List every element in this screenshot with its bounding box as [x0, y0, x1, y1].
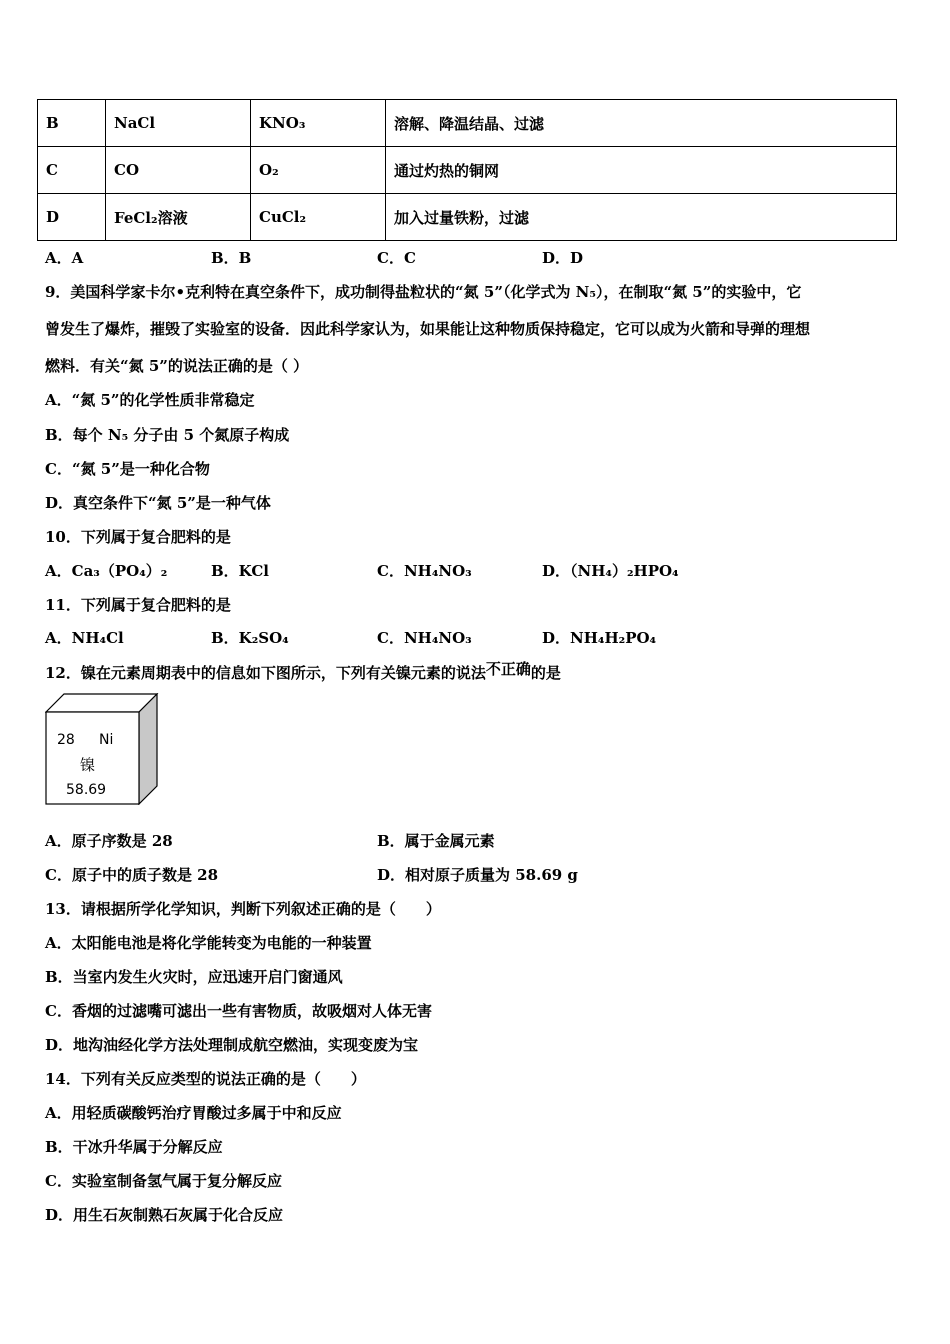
- atomic-number: 28: [57, 732, 75, 748]
- q9-option-a: A．“氮 5”的化学性质非常稳定: [45, 391, 255, 409]
- element-symbol: Ni: [99, 732, 114, 748]
- q14-option-a: A．用轻质碳酸钙治疗胃酸过多属于中和反应: [45, 1104, 342, 1122]
- q12-stem-end: 的是: [530, 664, 561, 682]
- q11-option-a: A．NH₄Cl: [45, 629, 124, 647]
- table-row: [38, 147, 897, 194]
- q14-option-b: B．干冰升华属于分解反应: [45, 1138, 223, 1156]
- q13-option-d: D．地沟油经化学方法处理制成航空燃油，实现变废为宝: [45, 1036, 419, 1054]
- table-cell-method: 加入过量铁粉，过滤: [386, 194, 897, 241]
- q12-stem: [45, 662, 561, 683]
- q12-stem-emphasis: 不正确: [485, 660, 531, 678]
- q12-option-d: D．相对原子质量为 58.69 g: [377, 866, 578, 884]
- q12-option-a: A．原子序数是 28: [45, 832, 173, 850]
- element-name: 镍: [80, 756, 96, 774]
- q11-stem: 11．下列属于复合肥料的是: [45, 596, 231, 614]
- table-cell-method: 溶解、降温结晶、过滤: [386, 100, 897, 147]
- separation-table: [37, 99, 897, 241]
- q13-option-c: C．香烟的过滤嘴可滤出一些有害物质，故吸烟对人体无害: [45, 1002, 432, 1020]
- q12-option-c: C．原子中的质子数是 28: [45, 866, 219, 884]
- q14-option-c: C．实验室制备氢气属于复分解反应: [45, 1172, 282, 1190]
- q9-option-c: C．“氮 5”是一种化合物: [45, 460, 210, 478]
- q8-option-c: C．C: [377, 249, 416, 267]
- q13-stem: 13．请根据所学化学知识，判断下列叙述正确的是（ ）: [45, 900, 441, 918]
- q8-option-a: A．A: [45, 249, 84, 267]
- q12-options-row-2: [45, 864, 945, 884]
- q11-options: [45, 627, 945, 647]
- q8-option-d: D．D: [542, 249, 584, 267]
- q12-option-b: B．属于金属元素: [377, 832, 495, 850]
- table-cell-substance: NaCl: [106, 100, 251, 147]
- q11-option-c: C．NH₄NO₃: [377, 629, 472, 647]
- table-cell-substance: FeCl₂溶液: [106, 194, 251, 241]
- q9-option-b: B．每个 N₅ 分子由 5 个氮原子构成: [45, 426, 290, 444]
- q9-stem-line-1: 9．美国科学家卡尔•克利特在真空条件下，成功制得盐粒状的“氮 5”（化学式为 N₅），在制取“氮 5”的实验中，它: [45, 283, 802, 301]
- atomic-mass: 58.69: [66, 782, 107, 798]
- table-cell-label: C: [38, 147, 106, 194]
- table-cell-method: 通过灼热的铜网: [386, 147, 897, 194]
- q8-options: [45, 247, 945, 267]
- q11-option-d: D．NH₄H₂PO₄: [542, 629, 657, 647]
- table-cell-label: D: [38, 194, 106, 241]
- q11-option-b: B．K₂SO₄: [211, 629, 289, 647]
- q12-options-row-1: [45, 830, 945, 850]
- table-cell-substance: CO: [106, 147, 251, 194]
- q12-stem-main: 12．镍在元素周期表中的信息如下图所示，下列有关镍元素的说法: [45, 664, 486, 682]
- q13-option-a: A．太阳能电池是将化学能转变为电能的一种装置: [45, 934, 372, 952]
- q14-option-d: D．用生石灰制熟石灰属于化合反应: [45, 1206, 284, 1224]
- q9-stem-line-2: 曾发生了爆炸，摧毁了实验室的设备．因此科学家认为，如果能让这种物质保持稳定，它可以成为火箭和导弹的理想: [45, 320, 811, 338]
- q9-option-d: D．真空条件下“氮 5”是一种气体: [45, 494, 271, 512]
- q10-option-d: D．（NH₄）₂HPO₄: [542, 562, 679, 580]
- q9-stem-line-3: 燃料．有关“氮 5”的说法正确的是（ ）: [45, 357, 309, 375]
- q10-stem: 10．下列属于复合肥料的是: [45, 528, 231, 546]
- q10-option-c: C．NH₄NO₃: [377, 562, 472, 580]
- q10-options: [45, 560, 945, 580]
- q10-option-b: B．KCl: [211, 562, 269, 580]
- q10-option-a: A．Ca₃（PO₄）₂: [45, 562, 168, 580]
- table-cell-impurity: O₂: [251, 147, 386, 194]
- table-row: [38, 100, 897, 147]
- table-cell-label: B: [38, 100, 106, 147]
- table-cell-impurity: CuCl₂: [251, 194, 386, 241]
- q14-stem: 14．下列有关反应类型的说法正确的是（ ）: [45, 1070, 366, 1088]
- q8-option-b: B．B: [211, 249, 252, 267]
- table-row: [38, 194, 897, 241]
- q13-option-b: B．当室内发生火灾时，应迅速开启门窗通风: [45, 968, 343, 986]
- table-cell-impurity: KNO₃: [251, 100, 386, 147]
- nickel-element-card: [45, 693, 160, 805]
